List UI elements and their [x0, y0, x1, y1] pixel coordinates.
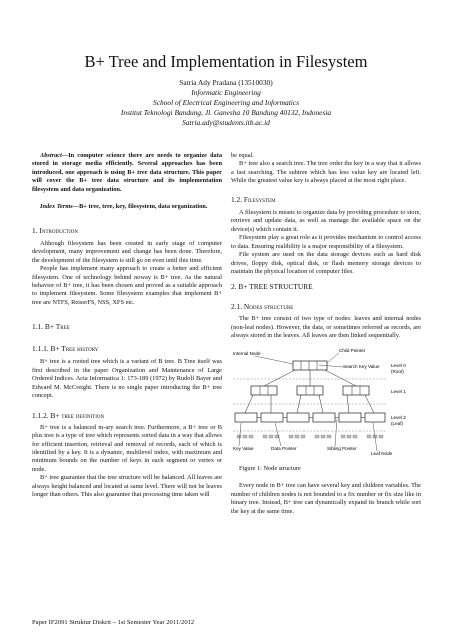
internal-node [297, 386, 323, 395]
label-level-1: Level 1 [391, 388, 406, 394]
paper-title: B+ Tree and Implementation in Filesystem [84, 52, 368, 71]
institute-line: Institut Teknologi Bandung, Jl. Ganesha 10 Bandung 40132, Indonesia [120, 108, 332, 117]
label-leaf-node: Leaf Node [371, 450, 393, 456]
page-footer: Paper IF2091 Struktur Diskrit – 1st Semester Year 2011/2012 [32, 619, 195, 626]
section-heading-b-tree: 1.1. B+ Tree [32, 322, 70, 332]
history-paragraph: B+ tree is a rooted tree which is a variant of B tree. B Tree itself was first described in the paper Organization and Maintenance of Large Ordered Indices. Acta Informatica 1: 173-189 (1972) by Rudolf Bayer and Edward M. McCreight. There is no single paper introducing the B+ tree concept. [32, 358, 222, 400]
definition-paragraph-1: B+ tree is a balanced m-ary search tree. Furthermore, a B+ tree or B plus tree is a type of tree which represents sorted data in a way that allows for efficient insertion, retrieval and removal of records, each of which is identified by a key. It is a dynamic, multilevel index, with maximum and minimum bounds on the number of keys in each segment or vertex or node. [32, 423, 222, 473]
section-heading-filesystem: 1.2. Filesystem [231, 194, 276, 204]
nodes-paragraph-1: The B+ tree consist of two type of nodes: leaves and internal nodes (non-leaf nodes). However, the data, or sometimes referred as records, are always stored in the leaves. All leaves are then linked sequentially. [231, 315, 421, 340]
label-internal-node: Internal Node [233, 350, 261, 356]
index-terms-label: Index Terms [40, 203, 73, 211]
label-search-key-value: Search Key Value [343, 363, 380, 369]
node-structure-diagram [231, 343, 421, 463]
section-heading-b-tree-definition: 1.1.2. B+ tree definition [32, 410, 105, 420]
root-node [293, 361, 327, 370]
filesystem-paragraph-2: Filesystem play a great role as it provides mechanism to control access to data. Ensuring realibility is a major responsibility of a filesystem. [231, 234, 421, 250]
label-sibling-pointer: Sibling Pointer [327, 445, 357, 451]
section-heading-nodes-structure: 2.1. Nodes structure [231, 302, 294, 312]
left-column [32, 152, 222, 500]
section-heading-b-tree-history: 1.1.1. B+ Tree history [32, 344, 99, 354]
department-line: Informatic Engineering [191, 88, 261, 97]
search-tree-paragraph: B+ tree also a search tree. The tree order the key in a way that it allows a fast searching. The subtree which has less value key are located left. While the greatest value key is always placed at the most right place. [231, 160, 421, 185]
label-level-0: Level 0 [391, 362, 406, 368]
school-line: School of Electrical Engineering and Informatics [153, 98, 299, 107]
right-column [231, 152, 421, 516]
label-leaf: (Leaf) [391, 420, 404, 426]
internal-node [343, 386, 369, 395]
intro-paragraph-2: People has implement many approach to create a better and efficient filesystem. One of technology behind noway is B+ tree. As the natural behavior of B+ tree, it has been chosen and proved as a suitable approach to implement filesystem. Some filesystem examples that implement B+ tree are NTFS, ReiserFS, NSS, XFS etc. [32, 265, 222, 306]
intro-paragraph-1: Although filesystem has been created in early stage of computer development, many improvement and change has been done. Therefore, the development of the filesystem is still go on even until this time. [32, 239, 222, 264]
filesystem-paragraph-1: A filesystem is means to organize data by providing procedure to store, retrieve and update data, as well as manage the available space on the device(s) which contain it. [231, 208, 421, 233]
label-key-value: Key Value [233, 445, 254, 451]
index-terms-text: —B+ tree, tree, key, filesystem, data organization. [72, 203, 208, 211]
filesystem-paragraph-3: File system are used on the data storage devices such as hard disk drives, floppy disk, optical disk, or flash memory storage devices to maintain the physical location of computer files. [231, 251, 421, 275]
node-structure-figure [231, 343, 421, 463]
index-terms-paragraph [32, 203, 222, 211]
abstract-label: Abstract [40, 152, 62, 159]
label-root: (Root) [391, 368, 404, 374]
label-child-pointer: Child Pointer [339, 347, 366, 353]
internal-node [251, 386, 277, 395]
label-data-pointer: Data Pointer [271, 445, 297, 451]
abstract-paragraph [32, 152, 222, 194]
author-line: Satria Ady Pradana (13510030) [179, 78, 273, 87]
label-level-2: Level 2 [391, 414, 406, 420]
section-heading-introduction: 1. Introduction [32, 225, 78, 235]
leaf-nodes-row [235, 413, 385, 422]
email-line: Satria.ady@students.itb.ac.id [182, 118, 270, 127]
continued-paragraph: be equal. [231, 152, 254, 159]
figure-caption: Figure 1: Node structure [239, 464, 301, 472]
section-heading-structure: 2. B+ TREE STRUCTURE [231, 282, 313, 292]
nodes-paragraph-2: Every node in B+ tree can have several key and children variables. The number of children nodes is not bounded to a fix number or fix size like in binary tree. Instead, B+ tree can dynamically expand its branch while sort the key at the same time. [231, 482, 421, 515]
abstract-text: —In computer science there are needs to organize data stored in storage media efficiently. Several approaches has been introduced, one approach is using B+ tree data structure. This paper will cover the B+ tree data structure and its implementation filesystem and data organization. [32, 152, 222, 193]
definition-paragraph-2: B+ tree guarantee that the tree structure will be balanced. All leaves are always height balanced and located at same level. There will not be leaves longer than others. This also guarantee that processing time taken will [32, 474, 222, 499]
data-records [237, 435, 383, 438]
